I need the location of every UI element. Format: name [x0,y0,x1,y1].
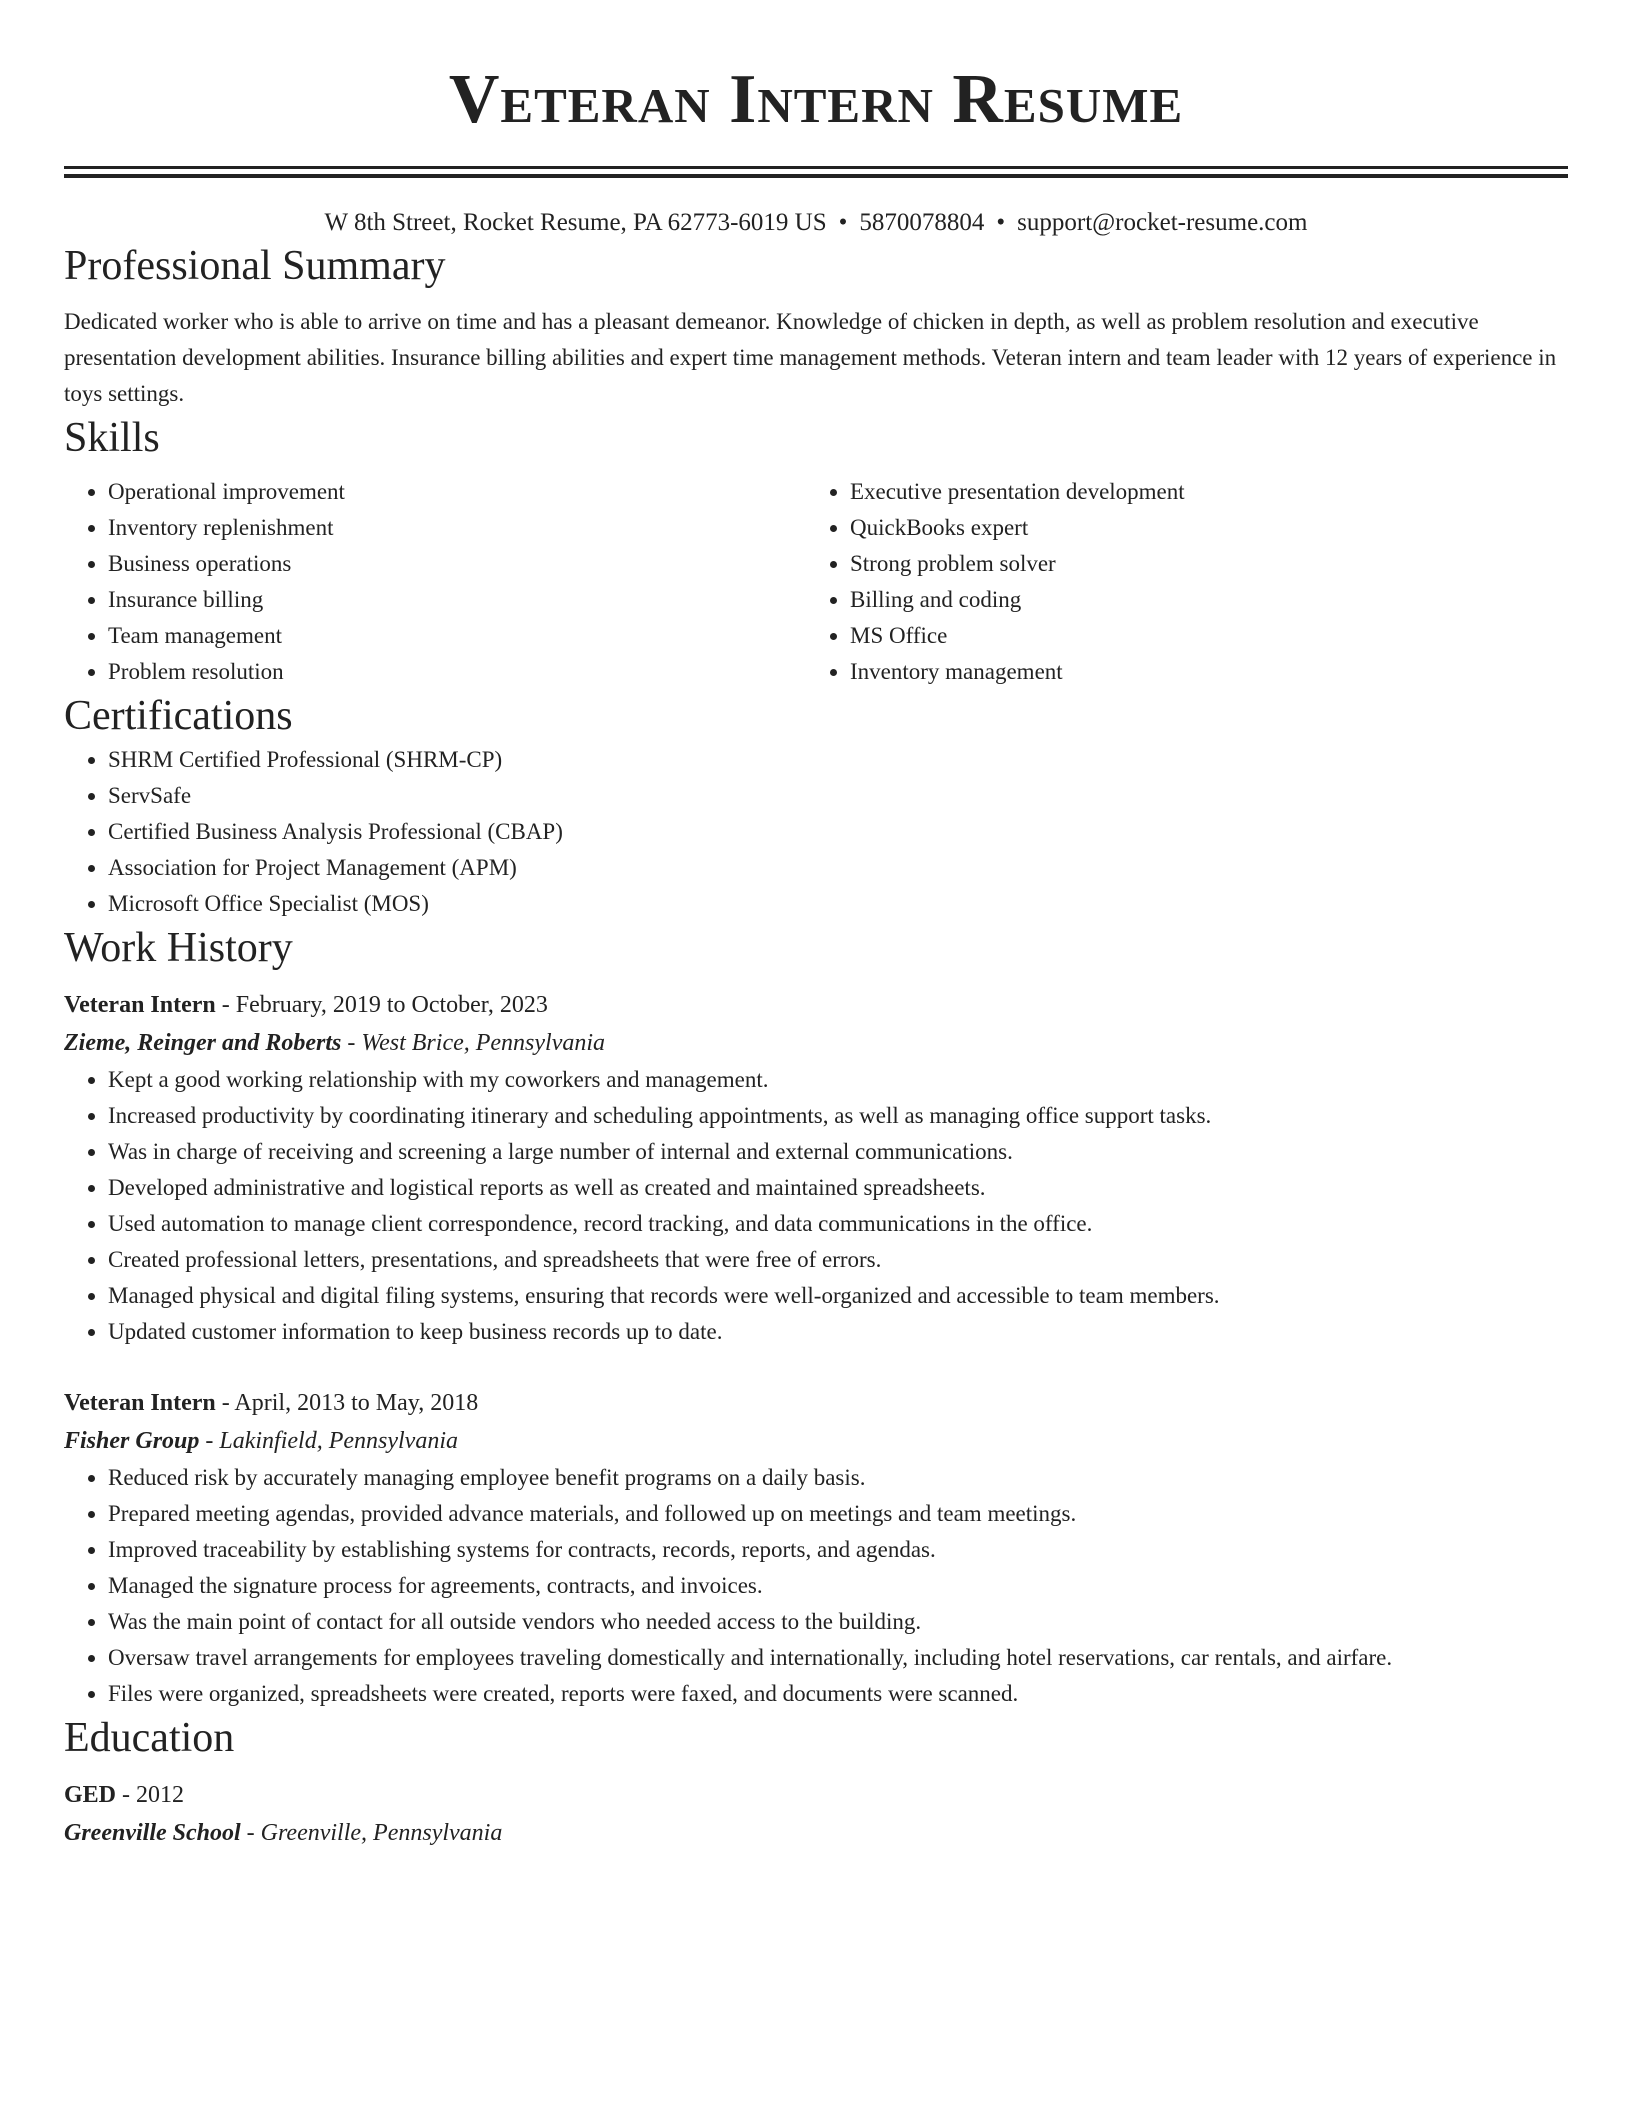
header-divider [64,166,1568,178]
contact-address: W 8th Street, Rocket Resume, PA 62773-6019 US [324,209,827,236]
certifications-list [64,742,1568,922]
job-title: Veteran Intern [64,1390,216,1416]
job-title-line [64,1384,1568,1422]
job-location: - West Brice, Pennsylvania [341,1030,606,1056]
job-duties-list [64,1460,1568,1712]
education-degree: GED [64,1782,117,1808]
skill-item: • QuickBooks expert [850,510,1548,546]
job-duty: • Files were organized, spreadsheets were created, reports were faxed, and documents were scanned. [108,1676,1568,1712]
job-dates: - April, 2013 to May, 2018 [215,1390,479,1416]
skill-item: • Billing and coding [850,582,1548,618]
job-dates: - February, 2019 to October, 2023 [215,992,548,1018]
job-duty: • Created professional letters, presentations, and spreadsheets that were free of errors. [108,1242,1568,1278]
certification-item: • SHRM Certified Professional (SHRM-CP) [108,742,1568,778]
job-duty: • Improved traceability by establishing systems for contracts, records, reports, and agendas. [108,1532,1568,1568]
job-company-line [64,1422,1568,1460]
skills-heading: Skills [64,415,160,461]
skill-item: • Business operations [108,546,806,582]
job-title: Veteran Intern [64,992,216,1018]
skill-item: • Inventory replenishment [108,510,806,546]
contact-phone: 5870078804 [859,209,985,236]
job-duty: • Reduced risk by accurately managing employee benefit programs on a daily basis. [108,1460,1568,1496]
certifications-heading: Certifications [64,693,293,739]
certification-item: • ServSafe [108,778,1568,814]
skill-item: • Insurance billing [108,582,806,618]
contact-separator: • [838,209,848,236]
job-duty: • Managed the signature process for agreements, contracts, and invoices. [108,1568,1568,1604]
skill-item: • Executive presentation development [850,474,1548,510]
certification-item: • Certified Business Analysis Professional (CBAP) [108,814,1568,850]
skills-list-left [64,474,806,690]
skill-item: • Problem resolution [108,654,806,690]
skill-item: • Strong problem solver [850,546,1548,582]
job-company: Fisher Group [64,1428,200,1454]
job-duty: • Prepared meeting agendas, provided advance materials, and followed up on meetings and team meetings. [108,1496,1568,1532]
work-history-heading: Work History [64,925,293,971]
job-entry [64,986,1568,1350]
job-duty: • Kept a good working relationship with my coworkers and management. [108,1062,1568,1098]
certification-item: • Microsoft Office Specialist (MOS) [108,886,1568,922]
skill-item: • Operational improvement [108,474,806,510]
job-duty: • Updated customer information to keep business records up to date. [108,1314,1568,1350]
skill-item: • Inventory management [850,654,1548,690]
job-duty: • Developed administrative and logistical reports as well as created and maintained spreadsheets. [108,1170,1568,1206]
job-duties-list [64,1062,1568,1350]
education-location: - Greenville, Pennsylvania [240,1820,503,1846]
summary-text: Dedicated worker who is able to arrive on time and has a pleasant demeanor. Knowledge of chicken in depth, as well as problem resolution and executive presentation development abilities. Insurance billing abilities and expert time management methods. Veteran intern and team leader with 12 years of experience in toys settings. [64,309,1557,406]
skill-item: • Team management [108,618,806,654]
job-duty: • Was in charge of receiving and screening a large number of internal and external communications. [108,1134,1568,1170]
job-duty: • Was the main point of contact for all outside vendors who needed access to the building. [108,1604,1568,1640]
job-company-line [64,1024,1568,1062]
job-duty: • Oversaw travel arrangements for employees traveling domestically and internationally, including hotel reservations, car rentals, and airfare. [108,1640,1568,1676]
resume-name: Veteran Intern Resume [448,61,1184,138]
skills-column-right [806,474,1548,690]
skills-grid [64,474,1568,690]
skills-list-right [806,474,1548,690]
education-heading: Education [64,1715,235,1761]
contact-line [64,206,1568,240]
job-title-line [64,986,1568,1024]
job-duty: • Increased productivity by coordinating itinerary and scheduling appointments, as well as managing office support tasks. [108,1098,1568,1134]
summary-heading: Professional Summary [64,243,446,289]
education-school: Greenville School [64,1820,241,1846]
job-company: Zieme, Reinger and Roberts [64,1030,342,1056]
skill-item: • MS Office [850,618,1548,654]
education-school-line [64,1814,1568,1852]
job-location: - Lakinfield, Pennsylvania [199,1428,458,1454]
contact-email: support@rocket-resume.com [1017,209,1308,236]
contact-separator: • [996,209,1006,236]
job-entry [64,1384,1568,1712]
education-year: - 2012 [116,1782,185,1808]
job-duty: • Used automation to manage client correspondence, record tracking, and data communications in the office. [108,1206,1568,1242]
education-degree-line [64,1776,1568,1814]
certification-item: • Association for Project Management (APM) [108,850,1568,886]
skills-column-left [64,474,806,690]
job-duty: • Managed physical and digital filing systems, ensuring that records were well-organized and accessible to team members. [108,1278,1568,1314]
education-entry [64,1776,1568,1852]
